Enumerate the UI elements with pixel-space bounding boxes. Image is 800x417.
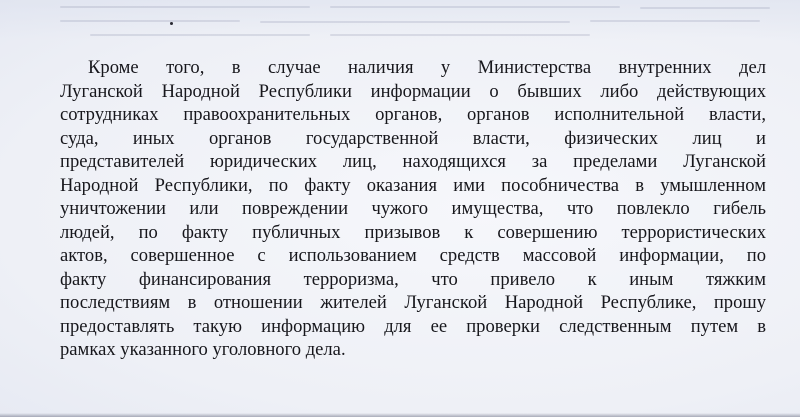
page-bottom-shadow xyxy=(0,413,800,417)
paragraph-line: предоставлять такую информацию для ее проверки следственным путем в xyxy=(60,315,766,337)
paragraph-line: рамках указанного уголовного дела. xyxy=(60,339,346,360)
paragraph-line: актов, совершенное с использованием средств массовой информации, по xyxy=(60,245,766,266)
show-through-text xyxy=(0,0,800,40)
body-paragraph xyxy=(60,56,766,362)
paragraph-line: последствиям в отношении жителей Луганской Народной Республике, прошу xyxy=(60,292,766,313)
ink-speck xyxy=(170,22,173,25)
paragraph-line: факту финансирования терроризма, что привело к иным тяжким xyxy=(60,268,766,290)
paragraph-line: Кроме того, в случае наличия у Министерства внутренних дел xyxy=(88,57,766,78)
paragraph-line: людей, по факту публичных призывов к совершению террористических xyxy=(60,221,766,243)
paragraph-line: суда, иных органов государственной власти, физических лиц и xyxy=(60,127,766,149)
paragraph-line: Народной Республики, по факту оказания ими пособничества в умышленном xyxy=(60,174,766,196)
paragraph-line: сотрудниках правоохранительных органов, органов исполнительной власти, xyxy=(60,104,766,125)
paragraph-line: представителей юридических лиц, находящихся за пределами Луганской xyxy=(60,151,766,172)
paragraph-line: уничтожении или повреждении чужого имущества, что повлекло гибель xyxy=(60,198,766,219)
paragraph-line: Луганской Народной Республики информации о бывших либо действующих xyxy=(60,80,766,102)
